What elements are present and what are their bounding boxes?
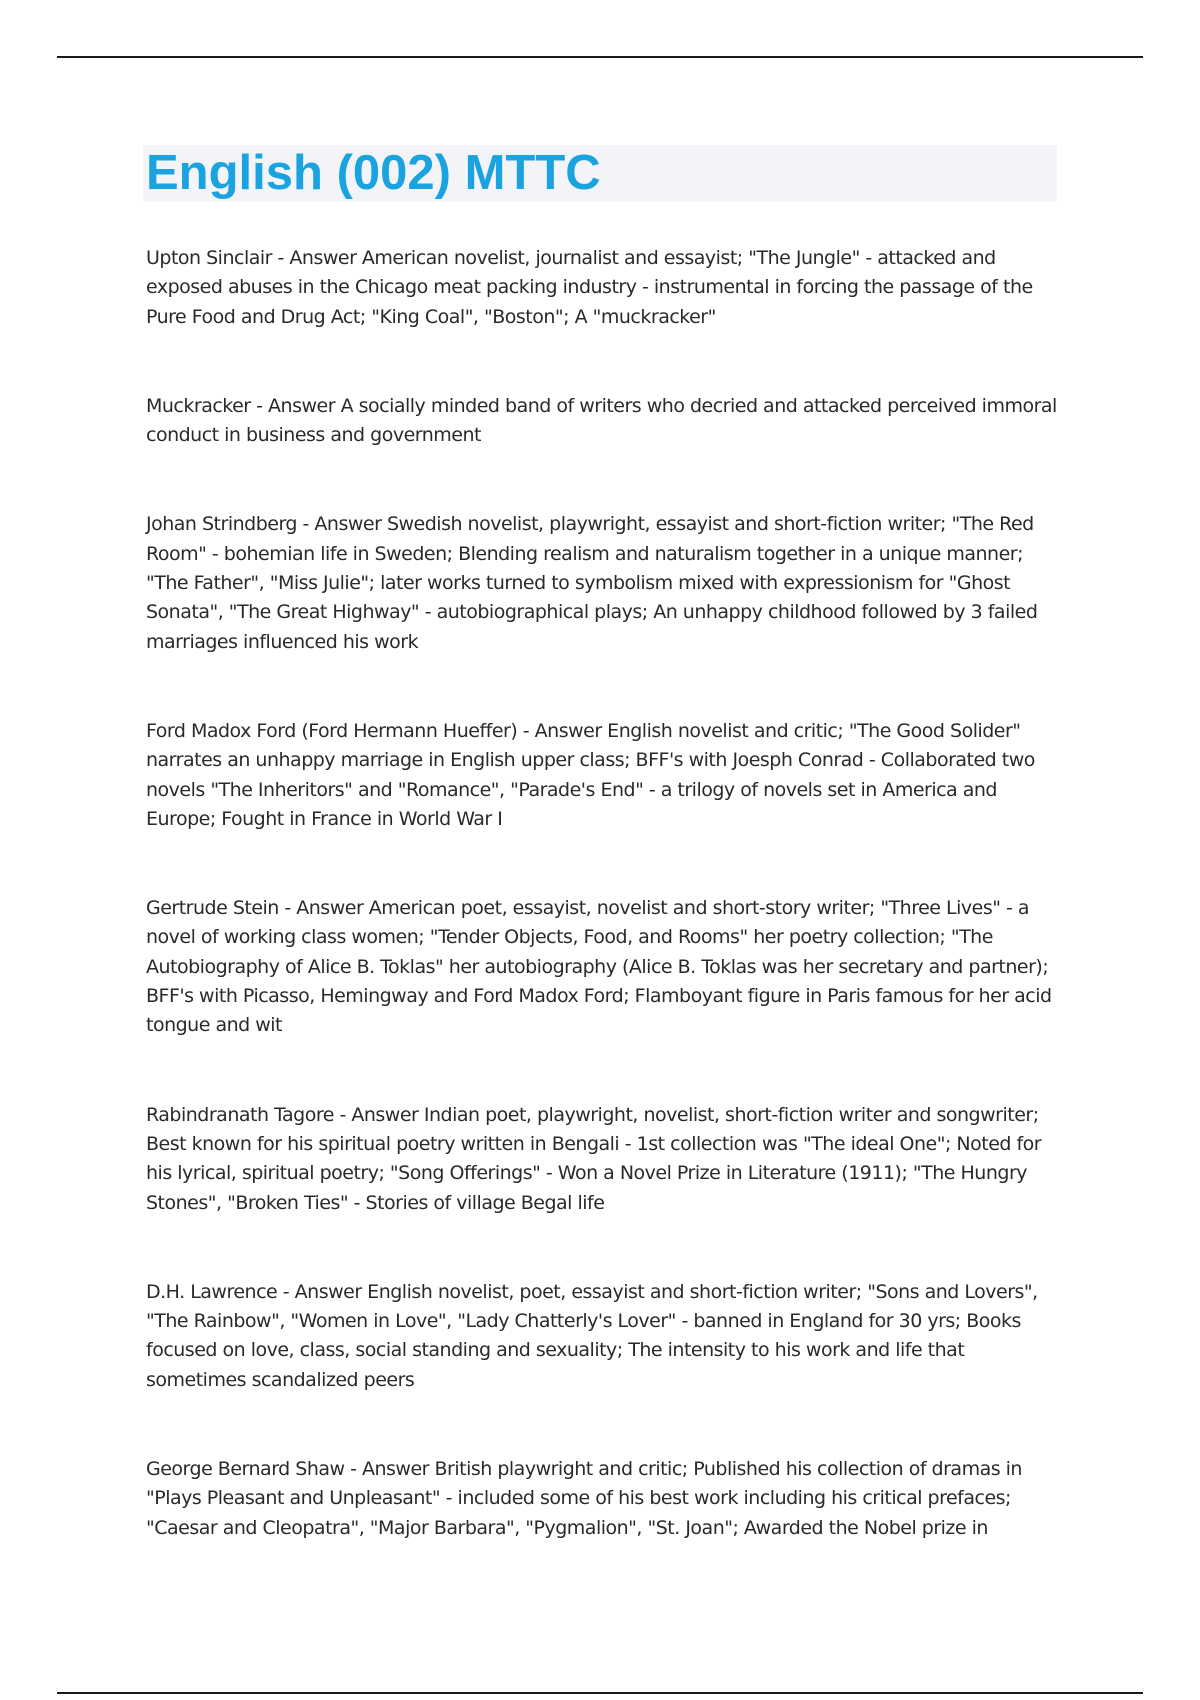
document-title: English (002) MTTC [146,146,601,200]
entry-rabindranath-tagore: Rabindranath Tagore - Answer Indian poet, playwright, novelist, short-fiction writer and songwriter; Best known for his spiritual poetry written in Bengali - 1st collection was "The ideal One"; Noted for his lyrical, spiritual poetry; "Song Offerings" - Won a Novel Prize in Literature (1911); "The Hungry Stones", "Broken Ties" - Stories of village Begal life [146,1103,1042,1214]
bottom-rule [57,1692,1143,1694]
entry-list [146,244,1058,1603]
top-rule [57,56,1143,58]
entry-ford-madox-ford: Ford Madox Ford (Ford Hermann Hueffer) - Answer English novelist and critic; "The Good Solider" narrates an unhappy marriage in English upper class; BFF's with Joesph Conrad - Collaborated two novels "The Inheritors" and "Romance", "Parade's End" - a trilogy of novels set in America and Europe; Fought in France in World War I [146,719,1035,830]
entry-dh-lawrence: D.H. Lawrence - Answer English novelist, poet, essayist and short-fiction writer; "Sons and Lovers", "The Rainbow", "Women in Love", "Lady Chatterly's Lover" - banned in England for 30 yrs; Books focused on love, class, social standing and sexuality; The intensity to his work and life that sometimes scandalized peers [146,1280,1038,1391]
entry-george-bernard-shaw: George Bernard Shaw - Answer British playwright and critic; Published his collection of dramas in "Plays Pleasant and Unpleasant" - included some of his best work including his critical prefaces; "Caesar and Cleopatra", "Major Barbara", "Pygmalion", "St. Joan"; Awarded the Nobel prize in [146,1458,1022,1539]
entry-gertrude-stein: Gertrude Stein - Answer American poet, essayist, novelist and short-story writer; "Three Lives" - a novel of working class women; "Tender Objects, Food, and Rooms" her poetry collection; "The Autobiography of Alice B. Toklas" her autobiography (Alice B. Toklas was her secretary and partner); BFF's with Picasso, Hemingway and Ford Madox Ford; Flamboyant figure in Paris famous for her acid tongue and wit [146,897,1052,1037]
entry-muckracker: Muckracker - Answer A socially minded band of writers who decried and attacked perceived immoral conduct in business and government [146,394,1057,447]
entry-johan-strindberg: Johan Strindberg - Answer Swedish novelist, playwright, essayist and short-fiction writer; "The Red Room" - bohemian life in Sweden; Blending realism and naturalism together in a unique manner; "The Father", "Miss Julie"; later works turned to symbolism mixed with expressionism for "Ghost Sonata", "The Great Highway" - autobiographical plays; An unhappy childhood followed by 3 failed marriages influenced his work [146,513,1038,653]
entry-upton-sinclair: Upton Sinclair - Answer American novelist, journalist and essayist; "The Jungle" - attacked and exposed abuses in the Chicago meat packing industry - instrumental in forcing the passage of the Pure Food and Drug Act; "King Coal", "Boston"; A "muckracker" [146,247,1033,328]
